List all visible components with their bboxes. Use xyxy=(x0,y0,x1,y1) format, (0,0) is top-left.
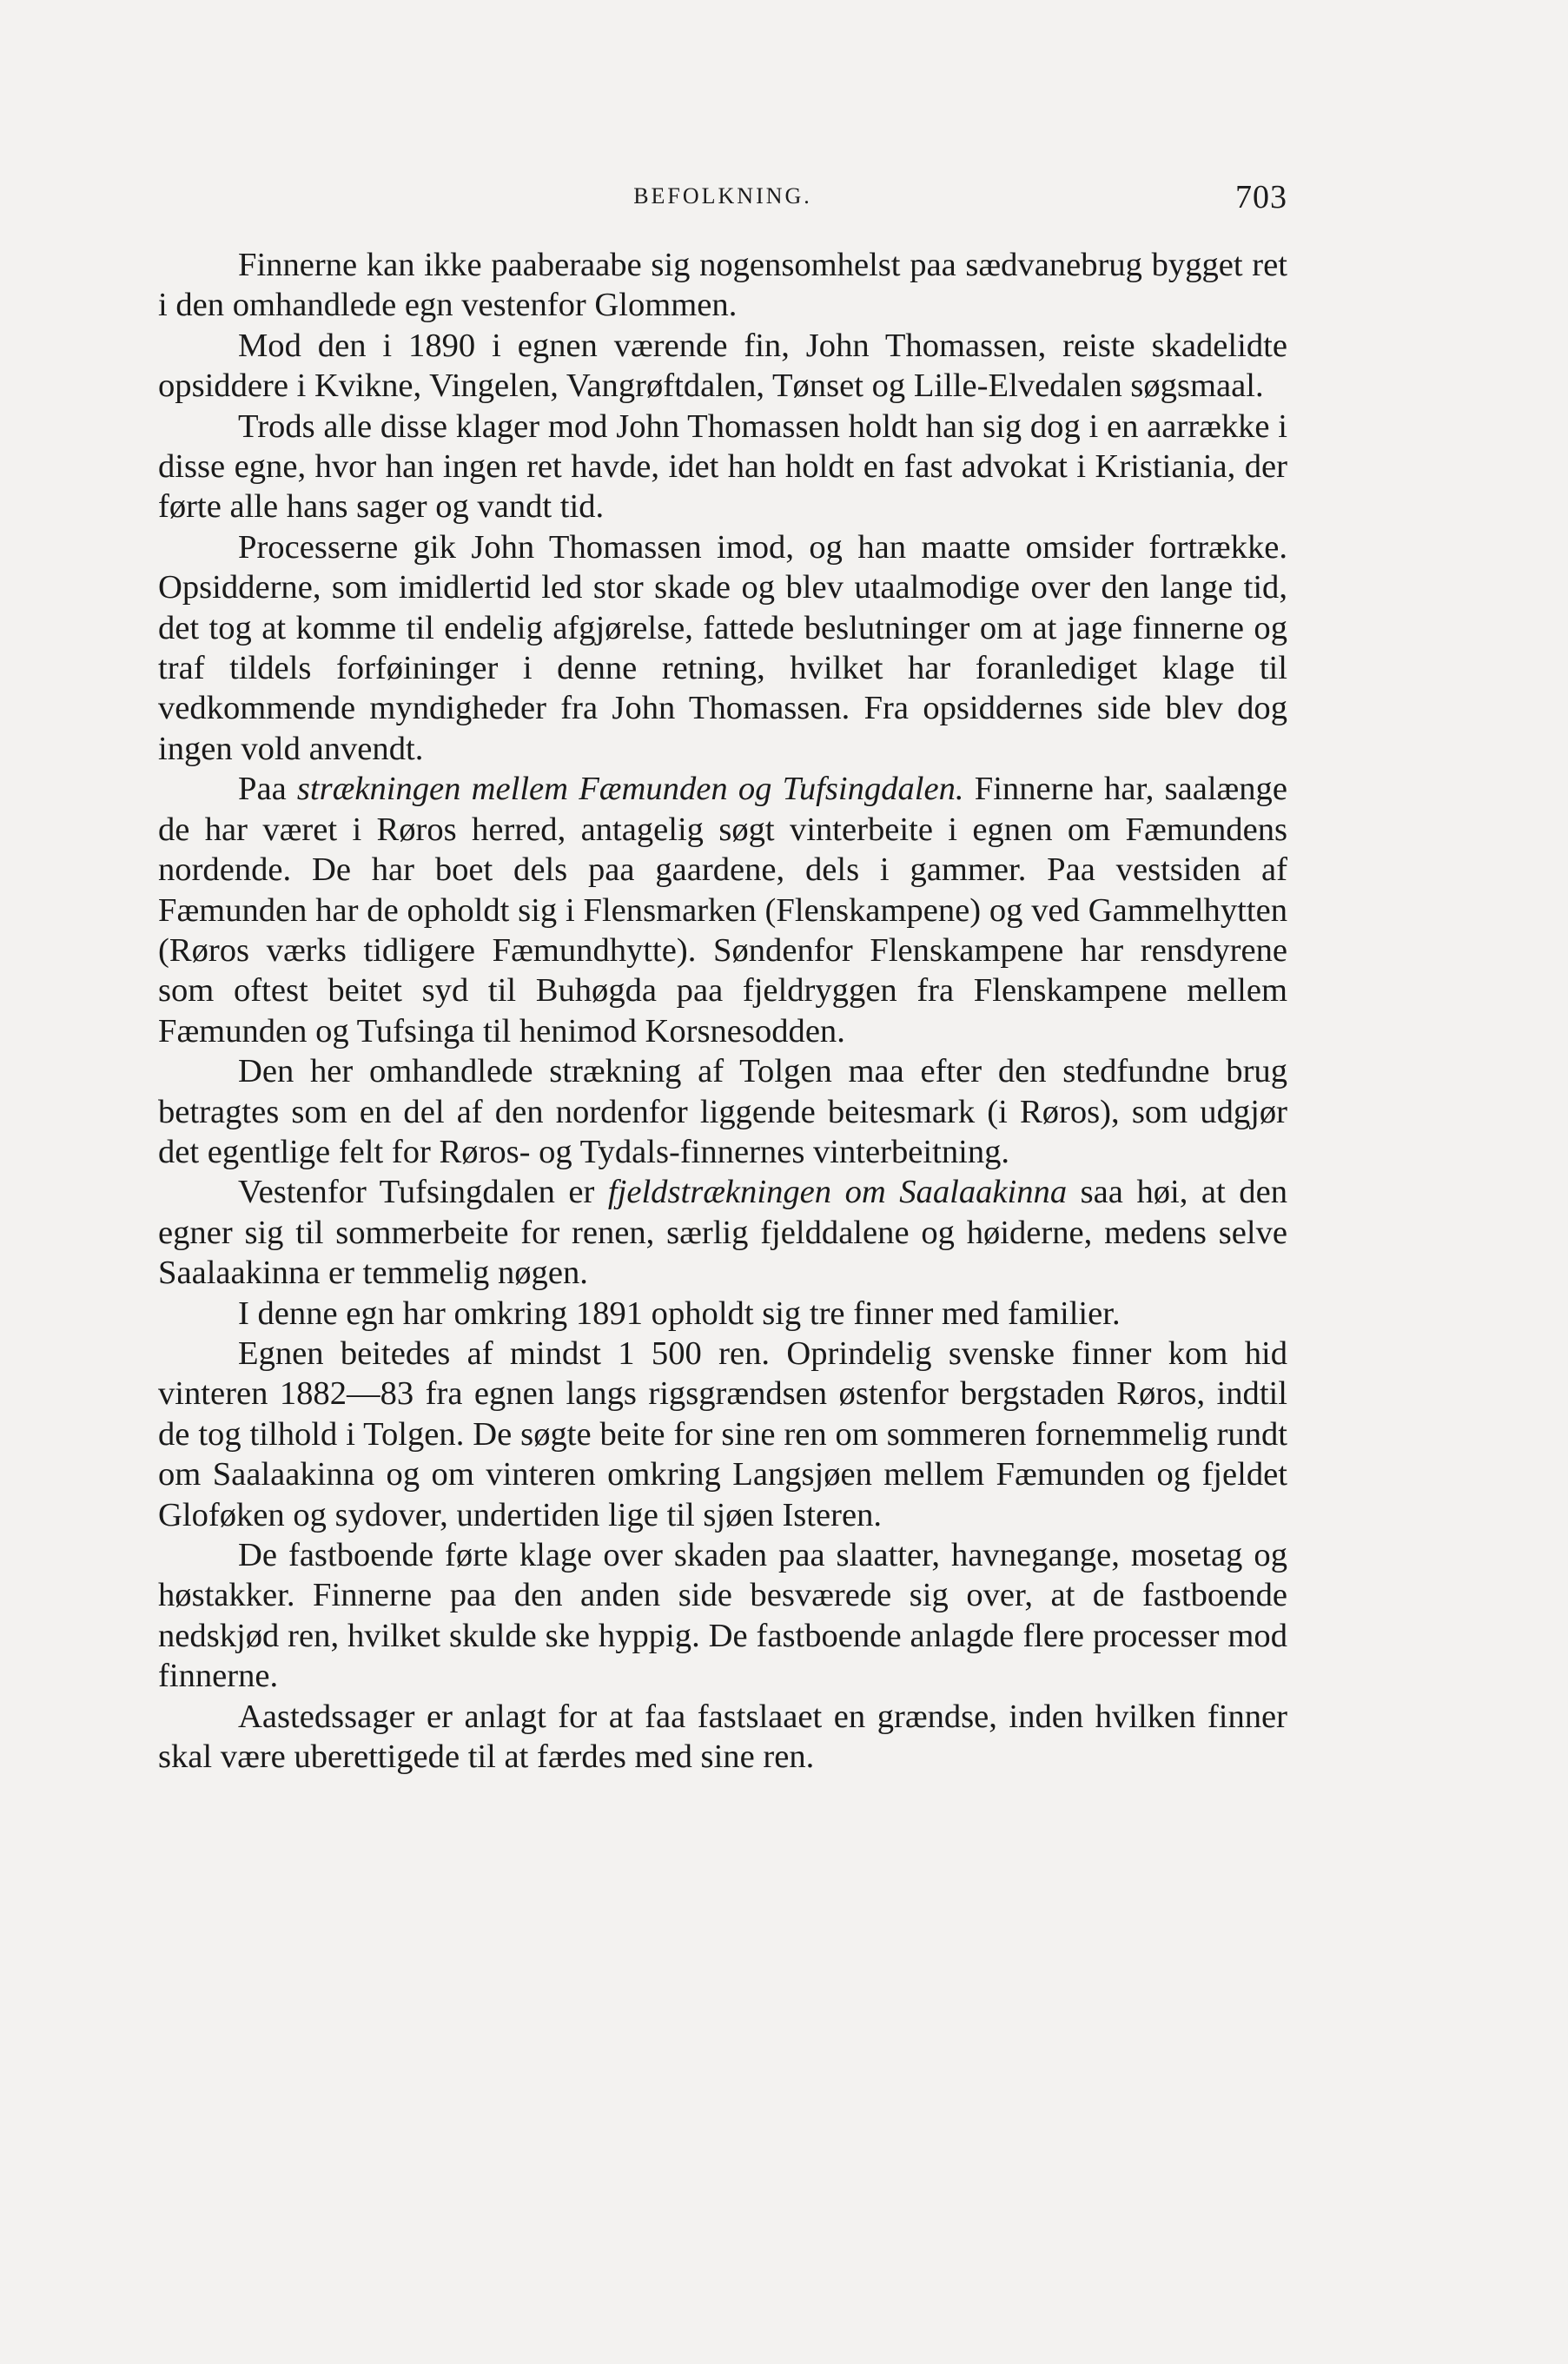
paragraph xyxy=(158,245,1287,326)
italic-place-name: strækningen mellem Fæmunden og Tufsingdalen. xyxy=(296,771,964,808)
paragraph xyxy=(158,1051,1287,1172)
running-title: BEFOLKNING. xyxy=(633,183,812,209)
paragraph xyxy=(158,1697,1287,1778)
text-segment: Processerne gik John Thomassen imod, og han maatte omsider fortrække. Opsidderne, som imidlertid led stor skade og blev utaalmodige over den lange tid, det tog at komme til endelig afgjørelse, fattede beslutninger om at jage finnerne og traf tildels forføininger i denne retning, hvilket har foranlediget klage til vedkommende myndigheder fra John Thomassen. Fra opsiddernes side blev dog ingen vold anvendt. xyxy=(158,528,1287,767)
text-segment: Aastedssager er anlagt for at faa fastslaaet en grændse, inden hvilken finner skal være uberettigede til at færdes med sine ren. xyxy=(158,1698,1287,1776)
page-number: 703 xyxy=(1235,179,1287,215)
text-segment: Mod den i 1890 i egnen værende fin, John Thomassen, reiste skadelidte opsiddere i Kvikne, Vingelen, Vangrøftdalen, Tønset og Lille-Elvedalen søgsmaal. xyxy=(158,327,1287,405)
body-text xyxy=(158,245,1287,1777)
paragraph xyxy=(158,326,1287,407)
text-segment: Finnerne kan ikke paaberaabe sig nogensomhelst paa sædvanebrug bygget ret i den omhandlede egn vestenfor Glommen. xyxy=(158,247,1287,324)
paragraph xyxy=(158,1294,1287,1334)
paragraph xyxy=(158,1334,1287,1535)
italic-place-name: fjeldstrækningen om Saalaakinna xyxy=(607,1174,1068,1211)
page-header xyxy=(158,178,1287,213)
paragraph xyxy=(158,407,1287,527)
text-segment: Den her omhandlede strækning af Tolgen maa efter den stedfundne brug betragtes som en del af den nordenfor liggende beitesmark (i Røros), som udgjør det egentlige felt for Røros- og Tydals-finnernes vinterbeitning. xyxy=(158,1053,1287,1170)
text-segment: saa høi, at den egner sig til sommerbeite for renen, særlig fjelddalene og høiderne, medens selve Saalaakinna er temmelig nøgen. xyxy=(158,1174,1287,1292)
text-segment: Finnerne har, saalænge de har været i Røros herred, antagelig søgt vinterbeite i egnen om Fæmundens nordende. De har boet dels paa gaardene, dels i gammer. Paa vestsiden af Fæmunden har de opholdt sig i Flensmarken (Flenskampene) og ved Gammelhytten (Røros værks tidligere Fæmundhytte). Søndenfor Flenskampene har rensdyrene som oftest beitet syd til Buhøgda paa fjeldryggen fra Flenskampene mellem Fæmunden og Tufsinga til henimod Korsnesodden. xyxy=(158,771,1287,1050)
text-segment: Vestenfor Tufsingdalen er xyxy=(238,1174,608,1211)
paragraph xyxy=(158,769,1287,1051)
paragraph xyxy=(158,527,1287,769)
paragraph xyxy=(158,1535,1287,1697)
text-segment: Egnen beitedes af mindst 1 500 ren. Oprindelig svenske finner kom hid vinteren 1882—83 fra egnen langs rigsgrændsen østenfor bergstaden Røros, indtil de tog tilhold i Tolgen. De søgte beite for sine ren om sommeren fornemmelig rundt om Saalaakinna og om vinteren omkring Langsjøen mellem Fæmunden og fjeldet Gloføken og sydover, undertiden lige til sjøen Isteren. xyxy=(158,1334,1287,1533)
text-segment: Paa xyxy=(238,771,297,808)
paragraph xyxy=(158,1172,1287,1293)
text-segment: Trods alle disse klager mod John Thomassen holdt han sig dog i en aarrække i disse egne, hvor han ingen ret havde, idet han holdt en fast advokat i Kristiania, der førte alle hans sager og vandt tid. xyxy=(158,407,1287,526)
text-segment: De fastboende førte klage over skaden paa slaatter, havnegange, mosetag og høstakker. Finnerne paa den anden side besværede sig over, at de fastboende nedskjød ren, hvilket skulde ske hyppig. De fastboende anlagde flere processer mod finnerne. xyxy=(158,1537,1287,1695)
text-segment: I denne egn har omkring 1891 opholdt sig tre finner med familier. xyxy=(238,1295,1121,1332)
